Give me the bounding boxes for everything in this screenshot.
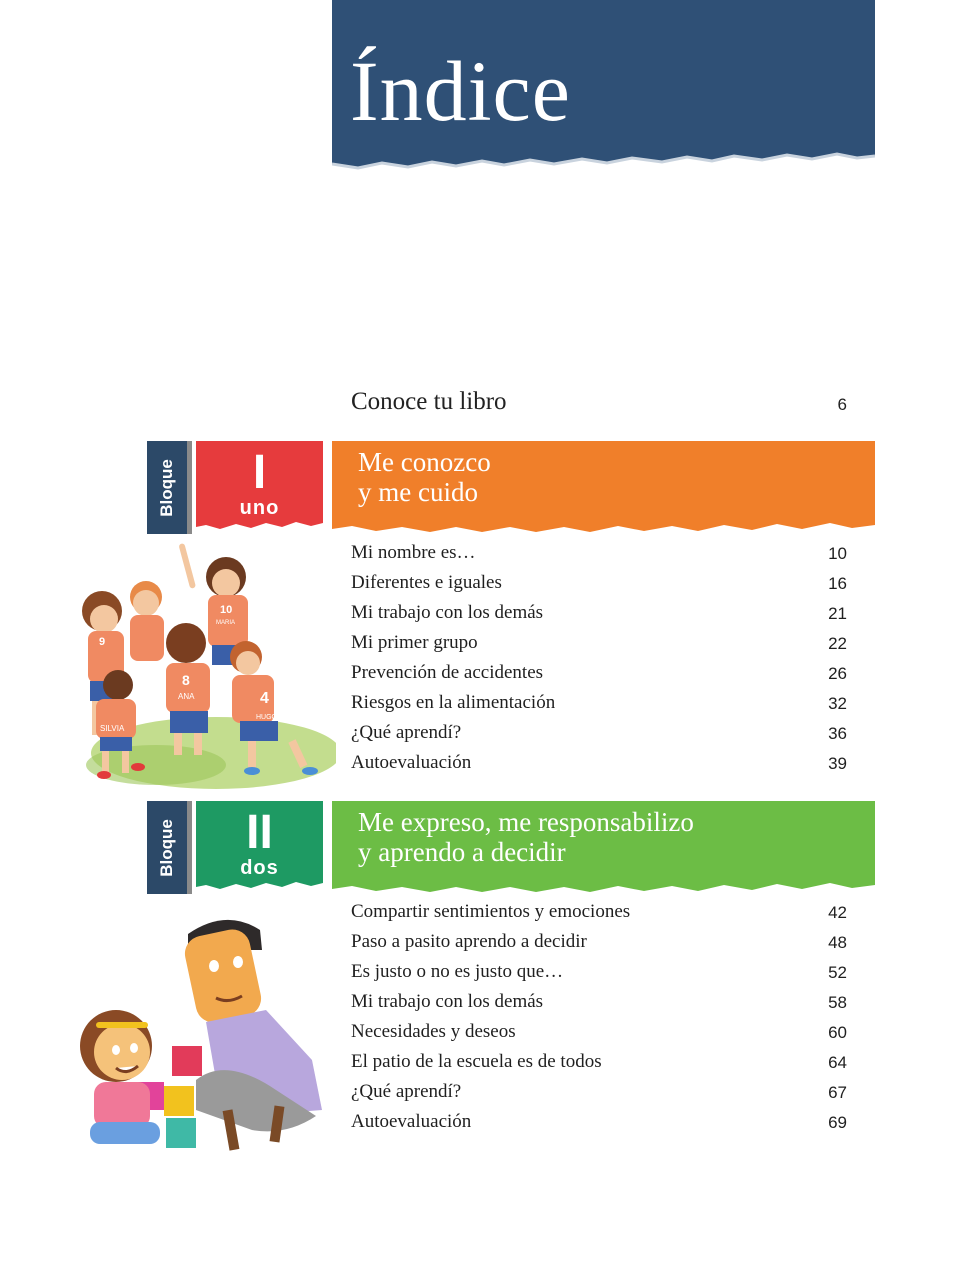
toc-item-label: Mi trabajo con los demás — [351, 991, 544, 1012]
toc-item[interactable] — [351, 600, 851, 630]
toc-item-label: Mi primer grupo — [351, 632, 478, 653]
section-title — [358, 447, 868, 507]
toc-item-page: 36 — [828, 724, 847, 743]
block-number-word: dos — [240, 857, 279, 879]
toc-item-page: 39 — [828, 754, 847, 773]
toc-intro-label: Conoce tu libro — [351, 388, 507, 415]
toc-item-page: 21 — [828, 604, 847, 623]
bloque-tab-1 — [147, 441, 187, 534]
toc-item-page: 58 — [828, 993, 847, 1012]
toc-list-block-1 — [351, 540, 851, 780]
father-daughter-drawing — [76, 910, 338, 1160]
toc-intro-page: 6 — [837, 395, 847, 414]
block-numeral: II — [246, 806, 273, 859]
toc-item[interactable] — [351, 570, 851, 600]
children-group-drawing — [66, 535, 336, 793]
toc-item[interactable] — [351, 899, 851, 929]
toc-item-label: Autoevaluación — [351, 1111, 472, 1132]
toc-item-label: Mi trabajo con los demás — [351, 602, 544, 623]
toc-item-page: 67 — [828, 1083, 847, 1102]
toc-item[interactable] — [351, 1049, 851, 1079]
toc-item[interactable] — [351, 989, 851, 1019]
jersey-name: SILVIA — [100, 724, 125, 733]
toc-item-page: 32 — [828, 694, 847, 713]
toc-item-page: 60 — [828, 1023, 847, 1042]
toc-item-page: 42 — [828, 903, 847, 922]
toc-item-label: Diferentes e iguales — [351, 572, 502, 593]
toc-item-page: 64 — [828, 1053, 847, 1072]
toc-item-label: Compartir sentimientos y emociones — [351, 901, 631, 922]
toc-item[interactable] — [351, 750, 851, 780]
jersey-number: 4 — [260, 690, 269, 707]
block-number-box-2 — [196, 801, 323, 889]
bloque-tab-label: Bloque — [157, 458, 176, 517]
section-title-line: Me conozco — [358, 447, 491, 477]
toc-item-page: 26 — [828, 664, 847, 683]
jersey-name: HUGO — [256, 714, 277, 721]
jersey-name: MARIA — [216, 620, 236, 626]
toc-intro-row[interactable] — [351, 388, 851, 420]
jersey-name: ANA — [178, 692, 195, 701]
children-group-illustration — [66, 535, 336, 793]
toc-item-page: 10 — [828, 544, 847, 563]
toc-item-label: El patio de la escuela es de todos — [351, 1051, 602, 1072]
bloque-tab-label: Bloque — [157, 818, 176, 877]
toc-item-label: ¿Qué aprendí? — [351, 722, 462, 743]
section-banner-1 — [332, 441, 875, 533]
page-title: Índice — [350, 43, 571, 139]
toc-list-block-2 — [351, 899, 851, 1139]
toc-item-page: 48 — [828, 933, 847, 952]
toc-item-label: Necesidades y deseos — [351, 1021, 516, 1042]
toc-item[interactable] — [351, 929, 851, 959]
block-number-word: uno — [239, 497, 280, 519]
toc-item[interactable] — [351, 959, 851, 989]
toc-item-page: 52 — [828, 963, 847, 982]
block-number-box-1 — [196, 441, 323, 529]
toc-item-label: Riesgos en la alimentación — [351, 692, 556, 713]
toc-item-label: Mi nombre es… — [351, 542, 476, 563]
section-title — [358, 807, 868, 867]
toc-item[interactable] — [351, 1019, 851, 1049]
toc-item-label: ¿Qué aprendí? — [351, 1081, 462, 1102]
section-title-line: y me cuido — [358, 477, 478, 507]
toc-item[interactable] — [351, 1079, 851, 1109]
toc-item[interactable] — [351, 1109, 851, 1139]
toc-item-page: 16 — [828, 574, 847, 593]
toc-item-label: Es justo o no es justo que… — [351, 961, 564, 982]
toc-item-label: Paso a pasito aprendo a decidir — [351, 931, 587, 952]
toc-item-page: 22 — [828, 634, 847, 653]
toc-item-label: Prevención de accidentes — [351, 662, 544, 683]
toc-item[interactable] — [351, 630, 851, 660]
block-numeral: I — [252, 446, 267, 499]
jersey-number: 8 — [182, 672, 190, 688]
toc-item[interactable] — [351, 540, 851, 570]
toc-item[interactable] — [351, 690, 851, 720]
section-title-line: Me expreso, me responsabilizo — [358, 807, 694, 837]
bloque-tab-2 — [147, 801, 187, 894]
toc-item[interactable] — [351, 660, 851, 690]
section-title-line: y aprendo a decidir — [358, 837, 566, 867]
father-daughter-illustration — [76, 910, 338, 1160]
toc-item[interactable] — [351, 720, 851, 750]
toc-item-page: 69 — [828, 1113, 847, 1132]
section-banner-2 — [332, 801, 875, 893]
jersey-number: 9 — [99, 636, 106, 648]
jersey-number: 10 — [220, 604, 233, 616]
toc-item-label: Autoevaluación — [351, 752, 472, 773]
